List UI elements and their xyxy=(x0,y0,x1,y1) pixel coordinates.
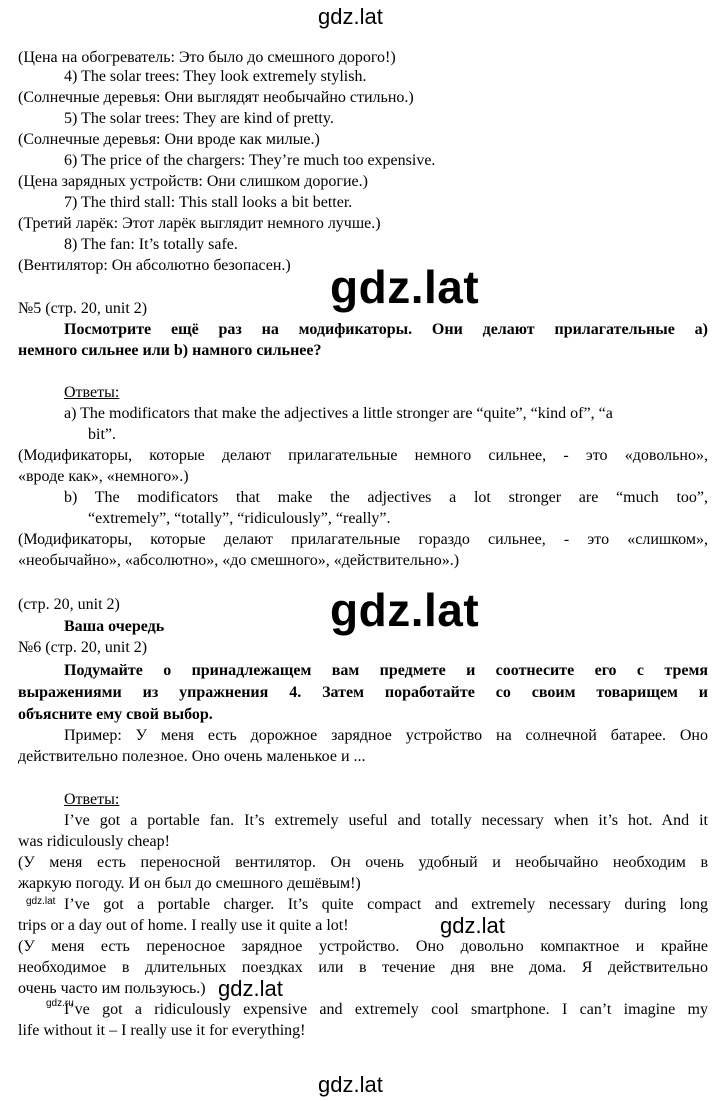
watermark-mid: gdz.lat xyxy=(218,976,283,1001)
text-line: (Вентилятор: Он абсолютно безопасен.) xyxy=(18,257,291,274)
watermark-big: gdz.lat xyxy=(330,261,480,313)
text-line: 8) The fan: It’s totally safe. xyxy=(64,236,238,253)
answers-heading: Ответы: xyxy=(64,384,120,401)
answer-line: a) The modificators that make the adjectives a little stronger are “quite”, “kind of”, “a xyxy=(64,405,613,422)
text-line: 7) The third stall: This stall looks a bit better. xyxy=(64,194,353,211)
exercise-number: №6 (стр. 20, unit 2) xyxy=(18,639,148,656)
text-line: (Цена зарядных устройств: Они слишком дорогие.) xyxy=(18,173,368,190)
answer-line: «вроде как», «немного».) xyxy=(18,468,189,485)
answer-line: I’ve got a ridiculously expensive and extremely cool smartphone. I can’t imagine my xyxy=(64,1001,708,1018)
answer-line: I’ve got a portable fan. It’s extremely useful and totally necessary when it’s hot. And it xyxy=(64,812,708,829)
text-line: (Солнечные деревья: Они выглядят необычайно стильно.) xyxy=(18,89,414,106)
watermark-small: gdz.ru xyxy=(46,998,74,1009)
text-line: 5) The solar trees: They are kind of pretty. xyxy=(64,110,334,127)
answer-line: очень часто им пользуюсь.) xyxy=(18,980,206,997)
text-line: (Третий ларёк: Этот ларёк выглядит немного лучше.) xyxy=(18,215,381,232)
section-ref: (стр. 20, unit 2) xyxy=(18,596,120,613)
text-line: 4) The solar trees: They look extremely stylish. xyxy=(64,68,367,85)
watermark-big: gdz.lat xyxy=(330,584,480,636)
task-text: немного сильнее или b) намного сильнее? xyxy=(18,342,322,359)
task-text: Посмотрите ещё раз на модификаторы. Они делают прилагательные a) xyxy=(64,321,708,338)
exercise-number: №5 (стр. 20, unit 2) xyxy=(18,300,148,317)
answer-line: (У меня есть переносное зарядное устройство. Оно довольно компактное и крайне xyxy=(18,938,708,955)
answer-line: trips or a day out of home. I really use it quite a lot! xyxy=(18,917,349,934)
watermark-small: gdz.lat xyxy=(26,896,56,907)
answer-line: (У меня есть переносной вентилятор. Он очень удобный и необычайно необходим в xyxy=(18,854,708,871)
example-text: действительно полезное. Оно очень маленькое и ... xyxy=(18,748,366,765)
task-text: выражениями из упражнения 4. Затем поработайте со своим товарищем и xyxy=(18,684,708,701)
answer-line: «необычайно», «абсолютно», «до смешного», «действительно».) xyxy=(18,552,460,569)
watermark-bottom: gdz.lat xyxy=(318,1072,383,1097)
section-title: Ваша очередь xyxy=(64,618,165,635)
task-text: Подумайте о принадлежащем вам предмете и соотнесите его с тремя xyxy=(64,662,708,679)
watermark-mid: gdz.lat xyxy=(440,913,505,938)
answer-line: bit”. xyxy=(88,426,116,443)
answer-line: b) The modificators that make the adjectives a lot stronger are “much too”, xyxy=(64,489,708,506)
task-text: объясните ему свой выбор. xyxy=(18,706,213,723)
answer-line: “extremely”, “totally”, “ridiculously”, “really”. xyxy=(88,510,391,527)
text-line: 6) The price of the chargers: They’re much too expensive. xyxy=(64,152,436,169)
answer-line: необходимое в длительных поездках или в течение дня вне дома. Я действительно xyxy=(18,959,708,976)
example-text: Пример: У меня есть дорожное зарядное устройство на солнечной батарее. Оно xyxy=(64,727,708,744)
answer-line: (Модификаторы, которые делают прилагательные немного сильнее, - это «довольно», xyxy=(18,447,708,464)
answer-line: жаркую погоду. И он был до смешного дешёвым!) xyxy=(18,875,361,892)
answer-line: (Модификаторы, которые делают прилагательные гораздо сильнее, - это «слишком», xyxy=(18,531,708,548)
watermark-top: gdz.lat xyxy=(318,4,383,29)
text-line: (Цена на обогреватель: Это было до смешного дорого!) xyxy=(18,49,396,66)
answers-heading: Ответы: xyxy=(64,791,120,808)
answer-line: life without it – I really use it for everything! xyxy=(18,1022,306,1039)
answer-line: was ridiculously cheap! xyxy=(18,833,170,850)
text-line: (Солнечные деревья: Они вроде как милые.) xyxy=(18,131,320,148)
answer-line: I’ve got a portable charger. It’s quite compact and extremely necessary during long xyxy=(64,896,708,913)
